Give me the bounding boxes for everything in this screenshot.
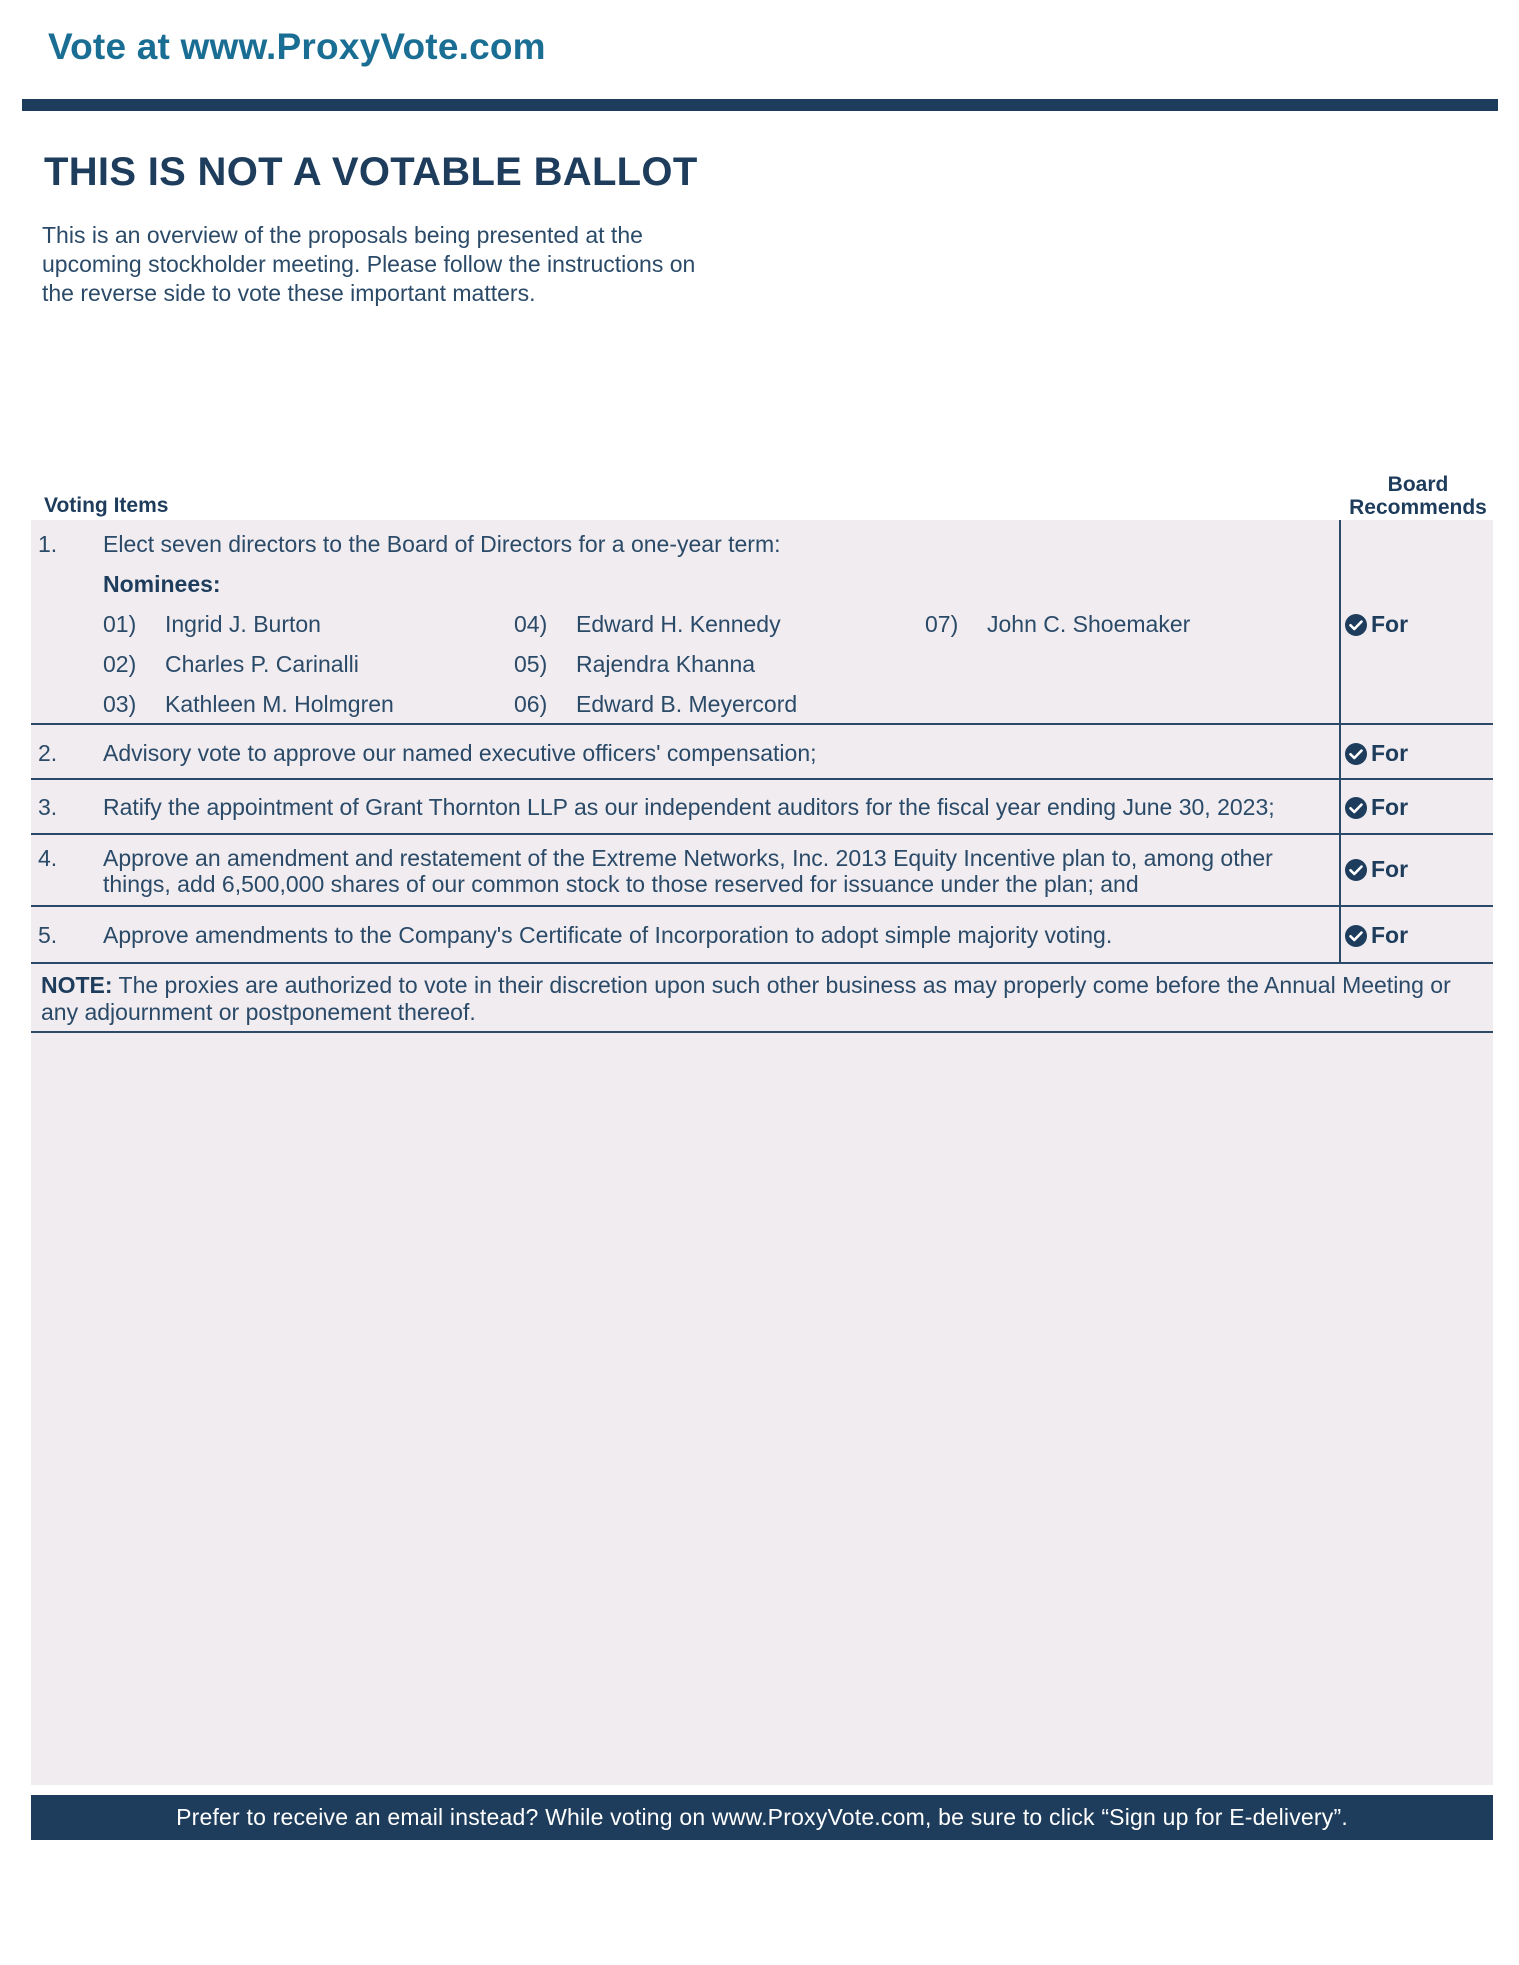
item-5-recommendation — [1344, 922, 1408, 949]
board-header-line: Recommends — [1349, 496, 1487, 519]
item-3-recommendation — [1344, 794, 1408, 821]
header-divider — [22, 99, 1498, 111]
row-divider — [31, 962, 1493, 964]
recommendation-column-divider — [1339, 520, 1341, 963]
intro-line: This is an overview of the proposals being presented at the — [42, 222, 643, 248]
item-1-text: Elect seven directors to the Board of Directors for a one-year term: — [103, 531, 781, 557]
nominee-name: Charles P. Carinalli — [165, 651, 359, 677]
item-4-text-line2: things, add 6,500,000 shares of our common stock to those reserved for issuance under the plan; and — [103, 871, 1139, 897]
nominee-name: Kathleen M. Holmgren — [165, 691, 394, 717]
recommendation-label: For — [1371, 856, 1409, 882]
nominee-number: 04) — [514, 611, 548, 637]
row-divider — [31, 905, 1493, 907]
intro-line: upcoming stockholder meeting. Please follow the instructions on — [42, 251, 696, 277]
e-delivery-footer — [31, 1795, 1493, 1840]
page-title: THIS IS NOT A VOTABLE BALLOT — [44, 150, 698, 194]
check-circle-icon — [1344, 858, 1368, 882]
check-circle-icon — [1344, 796, 1368, 820]
nominee-number: 06) — [514, 691, 548, 717]
nominees-label: Nominees: — [103, 571, 221, 597]
recommendation-label: For — [1371, 740, 1409, 766]
row-divider — [31, 833, 1493, 835]
nominee-name: Rajendra Khanna — [576, 651, 756, 677]
recommendation-label: For — [1371, 611, 1409, 637]
nominee-name: John C. Shoemaker — [987, 611, 1191, 637]
check-circle-icon — [1344, 613, 1368, 637]
nominee-number: 01) — [103, 611, 137, 637]
nominee-number: 02) — [103, 651, 137, 677]
check-circle-icon — [1344, 742, 1368, 766]
nominee-number: 07) — [925, 611, 959, 637]
item-4-number: 4. — [38, 845, 58, 871]
item-5-text: Approve amendments to the Company's Certificate of Incorporation to adopt simple majority voting. — [103, 922, 1113, 948]
item-5-number: 5. — [38, 922, 58, 948]
item-1-number: 1. — [38, 531, 58, 557]
item-4-text-line1: Approve an amendment and restatement of the Extreme Networks, Inc. 2013 Equity Incentive plan to, among other — [103, 845, 1273, 871]
item-3-text: Ratify the appointment of Grant Thornton LLP as our independent auditors for the fiscal year ending June 30, 2023; — [103, 794, 1275, 820]
note-text: The proxies are authorized to vote in their discretion upon such other business as may properly come before the Annual Meeting or any adjournment or postponement thereof. — [41, 972, 1451, 1025]
intro-paragraph — [42, 221, 762, 308]
item-2-text: Advisory vote to approve our named executive officers' compensation; — [103, 740, 817, 766]
note-label: NOTE: — [41, 972, 113, 998]
row-divider — [31, 778, 1493, 780]
board-recommends-header — [1338, 473, 1498, 519]
item-4-recommendation — [1344, 856, 1408, 883]
nominee-number: 03) — [103, 691, 137, 717]
recommendation-label: For — [1371, 922, 1409, 948]
nominee-number: 05) — [514, 651, 548, 677]
recommendation-label: For — [1371, 794, 1409, 820]
voting-items-header: Voting Items — [44, 494, 169, 517]
check-circle-icon — [1344, 924, 1368, 948]
item-2-number: 2. — [38, 740, 58, 766]
nominee-name: Edward B. Meyercord — [576, 691, 798, 717]
board-header-line: Board — [1387, 473, 1449, 496]
proxyvote-header-link[interactable]: Vote at www.ProxyVote.com — [48, 26, 546, 67]
note-paragraph — [41, 972, 1491, 1026]
item-1-recommendation — [1344, 611, 1408, 638]
nominee-name: Edward H. Kennedy — [576, 611, 781, 637]
note-divider — [31, 1031, 1493, 1033]
item-2-recommendation — [1344, 740, 1408, 767]
row-divider — [31, 723, 1493, 725]
nominee-name: Ingrid J. Burton — [165, 611, 321, 637]
footer-text: Prefer to receive an email instead? While voting on www.ProxyVote.com, be sure to click “Sign up for E-delivery”. — [176, 1804, 1348, 1830]
item-3-number: 3. — [38, 794, 58, 820]
intro-line: the reverse side to vote these important matters. — [42, 280, 536, 306]
